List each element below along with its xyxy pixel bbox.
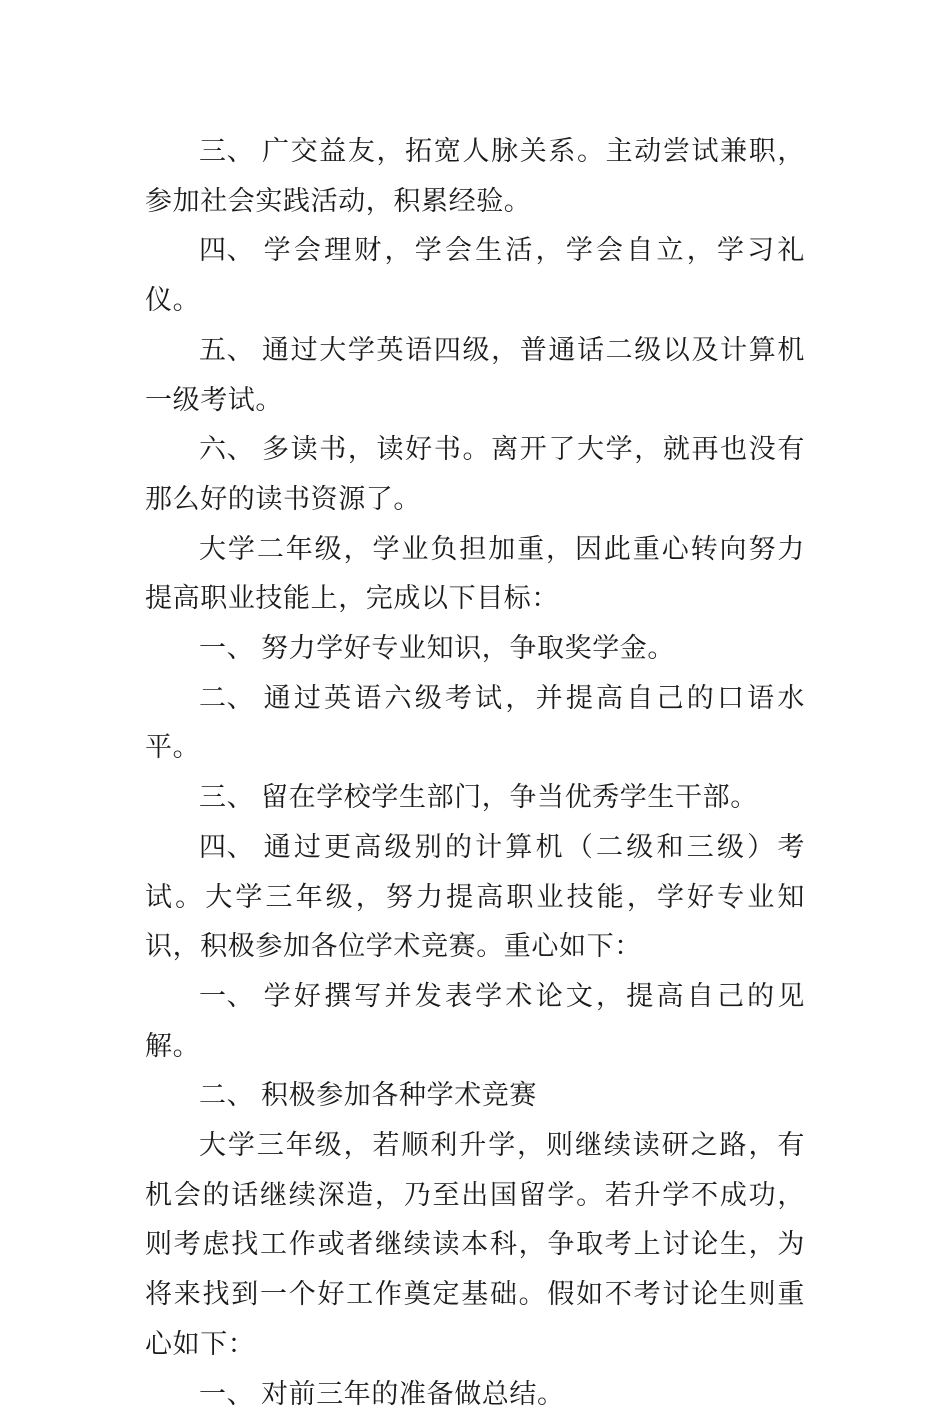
- document-body: [145, 127, 805, 1419]
- item-number: 四、: [199, 235, 255, 267]
- item-number: 四、: [199, 831, 255, 863]
- list-item: [145, 226, 805, 325]
- list-item: [145, 1370, 805, 1419]
- list-item: [145, 674, 805, 773]
- item-text: 积极参加各种学术竞赛: [261, 1080, 537, 1112]
- item-text: 通过更高级别的计算机（二级和三级）考试。大学三年级，努力提高职业技能，学好专业知识，积极参加各位学术竞赛。重心如下：: [145, 831, 805, 963]
- list-item: [145, 823, 805, 972]
- item-text: 留在学校学生部门，争当优秀学生干部。: [261, 782, 758, 814]
- item-text: 学会理财，学会生活，学会自立，学习礼仪。: [145, 235, 805, 317]
- item-number: 三、: [199, 782, 255, 814]
- list-item: [145, 1071, 805, 1121]
- list-item: [145, 326, 805, 425]
- item-number: 二、: [199, 1080, 255, 1112]
- item-text: 对前三年的准备做总结。: [261, 1378, 565, 1410]
- item-number: 一、: [199, 1378, 255, 1410]
- item-number: 一、: [199, 633, 255, 665]
- paragraph-year3b: 大学三年级，若顺利升学，则继续读研之路，有机会的话继续深造，乃至出国留学。若升学不成功，则考虑找工作或者继续读本科，争取考上讨论生，为将来找到一个好工作奠定基础。假如不考讨论生则重心如下：: [145, 1130, 805, 1360]
- item-number: 二、: [199, 682, 255, 714]
- item-text: 广交益友，拓宽人脉关系。主动尝试兼职，参加社会实践活动，积累经验。: [145, 136, 805, 217]
- item-number: 一、: [199, 980, 255, 1012]
- item-text: 通过大学英语四级，普通话二级以及计算机一级考试。: [145, 334, 805, 416]
- item-text: 通过英语六级考试，并提高自己的口语水平。: [145, 682, 805, 764]
- item-text: 多读书，读好书。离开了大学，就再也没有那么好的读书资源了。: [145, 434, 805, 515]
- item-text: 努力学好专业知识，争取奖学金。: [261, 633, 675, 665]
- item-number: 六、: [199, 434, 255, 466]
- list-item: [145, 972, 805, 1071]
- list-item: [145, 127, 805, 226]
- list-item: [145, 773, 805, 823]
- list-item: [145, 425, 805, 524]
- item-number: 三、: [199, 136, 255, 167]
- list-item: [145, 624, 805, 674]
- paragraph-year2: 大学二年级，学业负担加重，因此重心转向努力提高职业技能上，完成以下目标：: [145, 533, 805, 615]
- item-text: 学好撰写并发表学术论文，提高自己的见解。: [145, 980, 805, 1062]
- item-number: 五、: [199, 334, 255, 366]
